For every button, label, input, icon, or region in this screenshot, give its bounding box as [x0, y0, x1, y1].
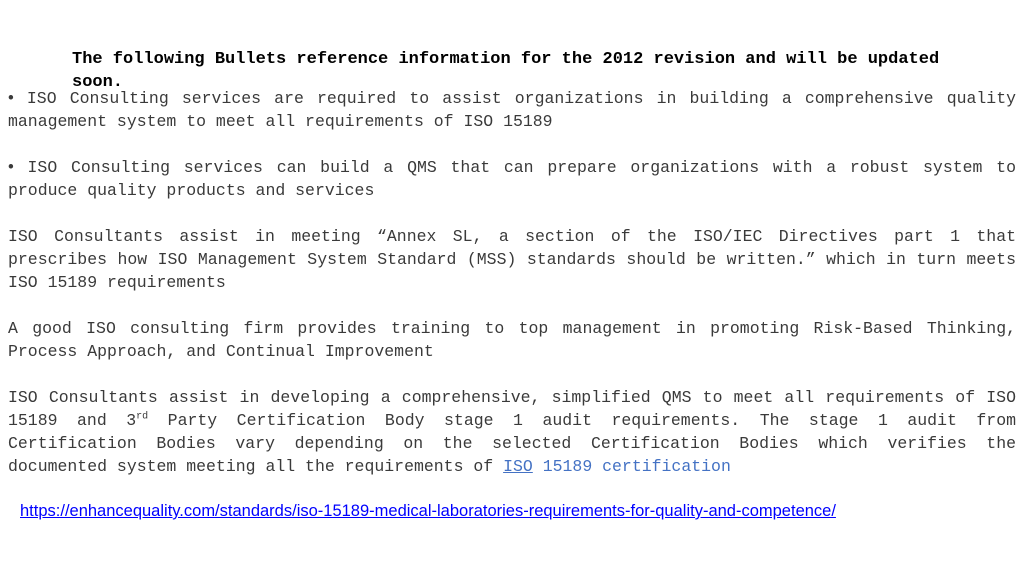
- paragraph-training: A good ISO consulting firm provides training to top management in promoting Risk-Based Thinking, Process Approach, and Continual Improvement: [8, 319, 1016, 361]
- paragraph-annex-sl: ISO Consultants assist in meeting “Annex SL, a section of the ISO/IEC Directives part 1 that prescribes how ISO Management System Standard (MSS) standards should be written.” which in turn meets ISO 15189 requirements: [8, 227, 1016, 292]
- ordinal-suffix: rd: [136, 411, 149, 423]
- paragraph-text: Party Certification Body stage 1 audit requirements. The stage 1 audit from Certification Bodies vary depending on the selected Certification Bodies which verifies the documented system meeting all the requirements of: [8, 411, 1016, 476]
- iso-link-word[interactable]: ISO: [503, 457, 533, 476]
- bullet-icon: •: [8, 89, 14, 107]
- bullet-item: [8, 156, 1016, 202]
- iso-certification-link[interactable]: [503, 457, 731, 476]
- page-heading: The following Bullets reference information for the 2012 revision and will be updated soon.: [72, 50, 940, 88]
- link-text-rest[interactable]: 15189 certification: [532, 457, 731, 476]
- bullet-icon: •: [8, 158, 14, 176]
- bullet-text: ISO Consulting services are required to assist organizations in building a comprehensive quality management system to meet all requirements of ISO 15189: [8, 89, 1016, 131]
- bullet-item: [8, 87, 1016, 133]
- paragraph-qms: [8, 386, 1016, 478]
- source-url-link[interactable]: https://enhancequality.com/standards/iso-15189-medical-laboratories-requirements-for-quality-and-competence/: [20, 502, 836, 520]
- paragraph-text: ISO Consultants assist in developing a comprehensive, simplified QMS to meet all requirements of ISO 15189 and 3: [8, 388, 1016, 430]
- bullet-text: ISO Consulting services can build a QMS that can prepare organizations with a robust system to produce quality products and services: [8, 158, 1016, 200]
- content-body: [8, 87, 1016, 478]
